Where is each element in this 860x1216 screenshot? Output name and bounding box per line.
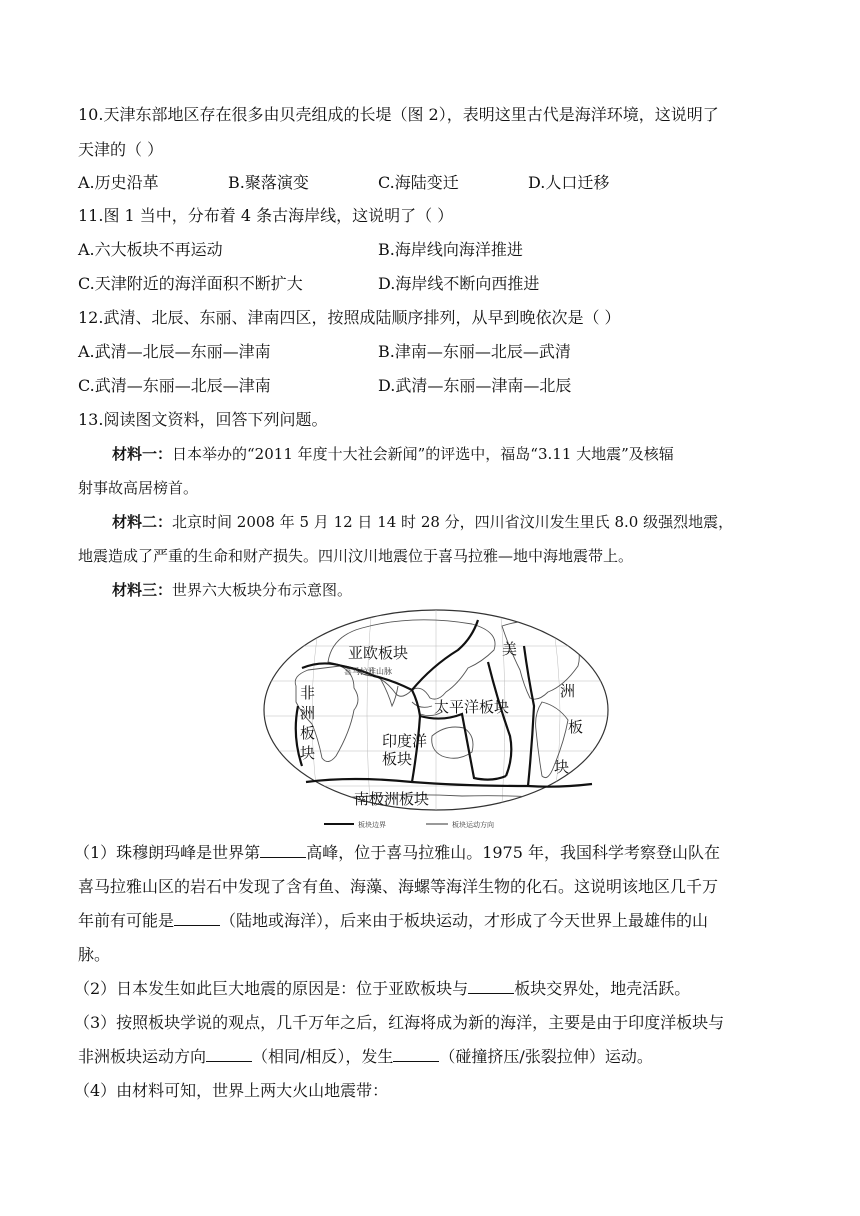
answer-1-line3 xyxy=(78,910,708,932)
world-plates-map xyxy=(262,606,610,830)
label-himalaya: 喜马拉雅山脉 xyxy=(344,667,392,676)
label-africa-1: 非 xyxy=(300,684,316,702)
answer-3-line1: （3）按照板块学说的观点，几千万年之后，红海将成为新的海洋，主要是由于印度洋板块与 xyxy=(74,1013,725,1032)
material-1-text: 日本举办的“2011 年度十大社会新闻”的评选中，福岛“3.11 大地震”及核辐 xyxy=(172,445,674,463)
label-africa-3: 板 xyxy=(300,724,316,742)
label-pacific-plate: 太平洋板块 xyxy=(434,698,510,716)
q11-option-d: D.海岸线不断向西推进 xyxy=(378,274,540,293)
material-3-line xyxy=(112,579,352,601)
q10-option-b: B.聚落演变 xyxy=(228,173,309,192)
material-2-line1 xyxy=(112,511,733,533)
label-eurasian-plate: 亚欧板块 xyxy=(348,644,409,662)
q10-option-a: A.历史沿革 xyxy=(78,173,159,192)
q11-option-b: B.海岸线向海洋推进 xyxy=(378,240,523,259)
q12-option-c: C.武清—东丽—北辰—津南 xyxy=(78,376,271,395)
answer-1-blank-2[interactable] xyxy=(174,911,220,926)
q12-option-b: B.津南—东丽—北辰—武清 xyxy=(378,342,571,361)
q13-stem: 13.阅读图文资料，回答下列问题。 xyxy=(78,410,328,429)
answer-2-blank[interactable] xyxy=(468,979,514,994)
label-america-4: 块 xyxy=(554,758,570,776)
q11-option-c: C.天津附近的海洋面积不断扩大 xyxy=(78,274,303,293)
answer-1-line2: 喜马拉雅山区的岩石中发现了含有鱼、海藻、海螺等海洋生物的化石。这说明该地区几千万 xyxy=(78,877,719,896)
answer-1-line1 xyxy=(74,842,720,864)
answer-1-part-a: （1）珠穆朗玛峰是世界第 xyxy=(74,843,261,862)
material-2-label: 材料二： xyxy=(112,513,173,531)
answer-3-part-b: （相同/相反），发生 xyxy=(252,1047,394,1066)
material-2-line2: 地震造成了严重的生命和财产损失。四川汶川地震位于喜马拉雅—地中海地震带上。 xyxy=(78,547,634,565)
label-america-2: 洲 xyxy=(560,682,576,700)
label-america-3: 板 xyxy=(568,718,584,736)
label-indian-plate-1: 印度洋 xyxy=(382,732,428,750)
label-indian-plate-2: 板块 xyxy=(382,750,413,768)
label-america-1: 美 xyxy=(502,640,518,658)
q12-stem: 12.武清、北辰、东丽、津南四区，按照成陆顺序排列，从早到晚依次是（ ） xyxy=(78,308,621,327)
q10-option-c: C.海陆变迁 xyxy=(378,173,459,192)
answer-3-line2 xyxy=(78,1046,653,1068)
material-1-line2: 射事故高居榜首。 xyxy=(78,479,199,497)
legend-boundary-label: 板块边界 xyxy=(358,821,386,829)
q10-stem-line1: 10.天津东部地区存在很多由贝壳组成的长堤（图 2），表明这里古代是海洋环境，这说明了 xyxy=(78,105,719,124)
material-1-label: 材料一： xyxy=(112,445,173,463)
legend-motion-label: 板块运动方向 xyxy=(452,821,494,829)
answer-1-line4: 脉。 xyxy=(78,945,111,964)
answer-3-part-a: 非洲板块运动方向 xyxy=(78,1047,207,1066)
answer-3-blank-2[interactable] xyxy=(393,1047,439,1062)
answer-1-line3-a: 年前有可能是 xyxy=(78,911,175,930)
q12-option-d: D.武清—东丽—津南—北辰 xyxy=(378,376,572,395)
label-africa-4: 块 xyxy=(300,744,316,762)
answer-4: （4）由材料可知，世界上两大火山地震带： xyxy=(74,1081,389,1100)
q11-stem: 11.图 1 当中，分布着 4 条古海岸线，这说明了（ ） xyxy=(78,206,454,225)
label-antarctic-plate: 南极洲板块 xyxy=(354,790,430,808)
material-3-text: 世界六大板块分布示意图。 xyxy=(172,581,353,599)
answer-1-part-b: 高峰，位于喜马拉雅山。1975 年，我国科学考察登山队在 xyxy=(306,843,720,862)
label-africa-2: 洲 xyxy=(300,704,316,722)
answer-3-part-c: （碰撞挤压/张裂拉伸）运动。 xyxy=(439,1047,653,1066)
answer-1-line3-b: （陆地或海洋），后来由于板块运动，才形成了今天世界上最雄伟的山 xyxy=(220,911,709,930)
answer-1-blank-1[interactable] xyxy=(260,843,306,858)
answer-2 xyxy=(74,978,690,1000)
answer-2-part-a: （2）日本发生如此巨大地震的原因是：位于亚欧板块与 xyxy=(74,979,469,998)
material-2-text: 北京时间 2008 年 5 月 12 日 14 时 28 分，四川省汶川发生里氏 8.0 级强烈地震， xyxy=(172,513,734,531)
q10-option-d: D.人口迁移 xyxy=(528,173,610,192)
q10-stem-line2: 天津的（ ） xyxy=(78,140,164,159)
q11-option-a: A.六大板块不再运动 xyxy=(78,240,223,259)
q12-option-a: A.武清—北辰—东丽—津南 xyxy=(78,342,271,361)
material-1-line1 xyxy=(112,443,674,465)
answer-3-blank-1[interactable] xyxy=(206,1047,252,1062)
answer-2-part-b: 板块交界处，地壳活跃。 xyxy=(514,979,691,998)
material-3-label: 材料三： xyxy=(112,581,173,599)
